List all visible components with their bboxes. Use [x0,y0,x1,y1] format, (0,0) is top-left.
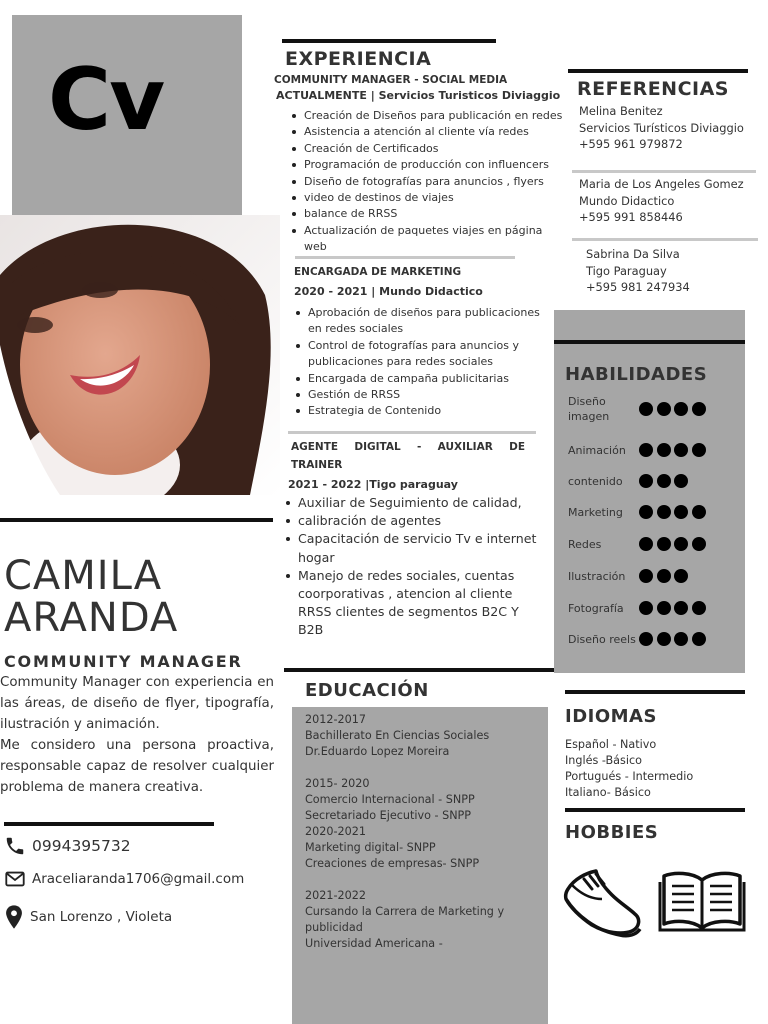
divider-line [572,238,758,241]
skill-dot [674,601,688,615]
job-title: COMMUNITY MANAGER [4,652,243,671]
skill-dot [674,474,688,488]
skill-dot [639,632,653,646]
skill-label: Redes [568,537,602,551]
skill-dot [657,505,671,519]
skill-dot [657,632,671,646]
education-list [305,712,505,952]
education-line: 2020-2021 [305,825,366,838]
reference-company: Servicios Turísticos Diviaggio [579,120,744,135]
skill-label: Fotografía [568,601,624,615]
skill-dot [674,402,688,416]
skill-dot [639,601,653,615]
open-book-icon [658,868,746,938]
skill-dot [639,537,653,551]
skill-dot [639,505,653,519]
job-entry [274,71,564,256]
reference-name: Maria de Los Angeles Gomez [579,177,744,191]
language-item: Inglés -Básico [565,754,642,767]
skill-dot [674,537,688,551]
contact-phone[interactable] [4,835,131,857]
divider-bar [284,668,554,672]
skill-dot [692,443,706,457]
job-task: calibración de agentes [284,512,546,530]
skill-row [568,473,738,489]
divider-line [288,431,536,434]
reference-company: Mundo Didactico [579,193,675,208]
reference-phone: +595 961 979872 [579,137,683,152]
reference-name: Melina Benitez [579,104,663,118]
skill-label: Ilustración [568,569,626,583]
divider-bar [0,518,273,522]
skill-level-dots [639,569,688,583]
skill-row [568,631,738,647]
email-address: Araceliaranda1706@gmail.com [32,871,245,887]
reference-company: Tigo Paraguay [586,263,667,278]
skill-dot [674,505,688,519]
education-line: Secretariado Ejecutivo - SNPP [305,809,472,822]
contact-email[interactable] [4,868,244,890]
divider-bar [565,808,745,812]
last-name: ARANDA [4,595,179,641]
full-name [4,555,178,639]
job-task: Auxiliar de Seguimiento de calidad, [284,494,546,512]
email-icon [4,868,26,890]
skill-dot [657,601,671,615]
education-line: Cursando la Carrera de Marketing y publicidad [305,905,505,934]
job-task: Asistencia a atención al cliente vía redes [290,124,564,140]
job-period: 2020 - 2021 | Mundo Didactico [294,285,483,298]
hobbies-title: HOBBIES [565,822,659,843]
education-line: Creaciones de empresas- SNPP [305,857,480,870]
profile-paragraph: Me considero una persona proactiva, responsable capaz de resolver cualquier problema de manera creativa. [0,738,274,795]
running-shoe-icon [562,865,644,945]
job-period: ACTUALMENTE | Servicios Turisticos Diviaggio [276,89,561,102]
education-line: Bachillerato En Ciencias Sociales [305,729,490,742]
skill-dot [692,632,706,646]
first-name: CAMILA [4,553,163,599]
job-task: Manejo de redes sociales, cuentas coorporativas , atencion al cliente RRSS clientes de segmentos B2C Y B2B [284,567,546,640]
cv-label: Cv [48,50,164,150]
education-line: Marketing digital- SNPP [305,841,436,854]
skill-row [568,568,738,584]
languages-list [565,737,693,801]
job-task: balance de RRSS [290,206,564,222]
skill-level-dots [639,474,688,488]
skill-label: Marketing [568,505,623,519]
job-task: Estrategia de Contenido [294,403,544,419]
skill-level-dots [639,632,706,646]
skill-dot [657,443,671,457]
skill-dot [639,569,653,583]
skill-level-dots [639,601,706,615]
job-task: Programación de producción con influencers [290,157,564,173]
languages-title: IDIOMAS [565,706,657,727]
education-line [305,760,505,776]
reference-phone: +595 981 247934 [586,280,690,295]
job-task-list [284,494,546,640]
references-title: REFERENCIAS [577,78,729,100]
reference-item [579,176,744,226]
job-task: Creación de Certificados [290,141,564,157]
skill-level-dots [639,537,706,551]
job-task: Creación de Diseños para publicación en redes [290,108,564,124]
education-line: Dr.Eduardo Lopez Moreira [305,745,450,758]
education-line: 2012-2017 [305,713,366,726]
skill-label: Diseño reels [568,632,636,646]
job-task: Diseño de fotografías para anuncios , flyers [290,174,564,190]
job-entry [288,438,525,491]
skill-dot [657,474,671,488]
skill-dot [674,569,688,583]
skill-dot [639,443,653,457]
skill-dot [639,474,653,488]
divider-bar [554,340,745,344]
divider-bar [4,822,214,826]
location-pin-icon [4,904,24,930]
job-entry [294,263,544,420]
job-period: 2021 - 2022 |Tigo paraguay [288,478,458,491]
contact-location [4,904,172,930]
job-task: video de destinos de viajes [290,190,564,206]
language-item: Portugués - Intermedio [565,770,694,783]
reference-item [586,246,690,296]
education-line [305,872,505,888]
education-title: EDUCACIÓN [305,680,429,701]
skill-row [568,536,738,552]
phone-number: 0994395732 [32,837,131,855]
reference-name: Sabrina Da Silva [586,247,680,261]
skill-label: Diseño imagen [568,395,610,423]
skill-dot [657,569,671,583]
job-task: Gestión de RRSS [294,387,544,403]
language-item: Italiano- Básico [565,786,651,799]
reference-item [579,103,744,153]
divider-line [295,256,515,259]
skill-row [568,600,738,616]
job-task: Actualización de paquetes viajes en página web [290,223,564,256]
divider-line [572,170,756,173]
skill-dot [692,537,706,551]
education-line: 2015- 2020 [305,777,370,790]
job-task-list [294,305,544,420]
job-task: Control de fotografías para anuncios y publicaciones para redes sociales [294,338,544,371]
reference-phone: +595 991 858446 [579,210,683,225]
job-task: Encargada de campaña publicitarias [294,371,544,387]
divider-bar [568,69,748,73]
divider-bar [282,39,496,43]
skill-level-dots [639,505,706,519]
profile-summary [0,672,274,798]
skill-dot [657,402,671,416]
skill-dot [657,537,671,551]
job-task: Capacitación de servicio Tv e internet hogar [284,530,546,566]
skill-label: contenido [568,474,623,488]
skill-dot [639,402,653,416]
skills-title: HABILIDADES [565,364,708,385]
skill-level-dots [639,443,706,457]
profile-photo [0,215,280,495]
divider-bar [565,690,745,694]
language-item: Español - Nativo [565,738,657,751]
skill-row [568,394,738,424]
job-role: ENCARGADA DE MARKETING [294,266,462,278]
job-role: AGENTE DIGITAL - AUXILIAR DE TRAINER [291,441,525,471]
skill-dot [692,601,706,615]
education-line: Comercio Internacional - SNPP [305,793,475,806]
skill-dot [674,632,688,646]
job-task-list [274,108,564,256]
skill-dot [692,402,706,416]
job-task: Aprobación de diseños para publicaciones en redes sociales [294,305,544,338]
location-text: San Lorenzo , Violeta [30,909,173,925]
skill-level-dots [639,402,706,416]
skill-label: Animación [568,443,626,457]
job-role: COMMUNITY MANAGER - SOCIAL MEDIA [274,74,508,86]
experience-title: EXPERIENCIA [285,48,432,70]
skill-row [568,442,738,458]
skill-dot [692,505,706,519]
profile-paragraph: Community Manager con experiencia en las áreas, de diseño de flyer, tipografía, ilustración y animación. [0,675,274,732]
education-line: 2021-2022 [305,889,366,902]
skill-row [568,504,738,520]
phone-icon [4,835,26,857]
skill-dot [674,443,688,457]
education-line: Universidad Americana - [305,937,443,950]
